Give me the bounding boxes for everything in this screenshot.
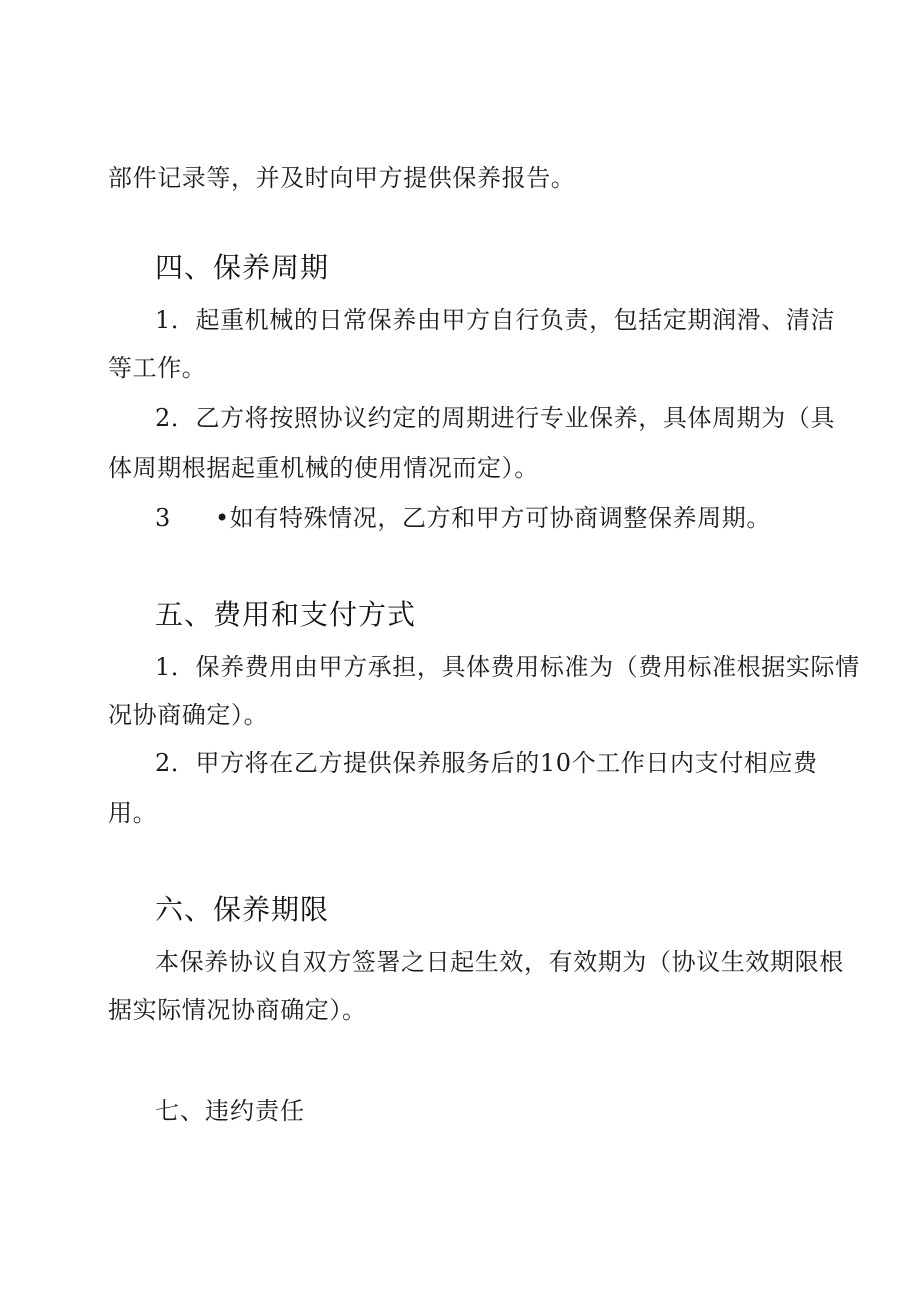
- sec4-item3-text: •如有特殊情况，乙方和甲方可协商调整保养周期。: [215, 504, 771, 532]
- section-6-heading: 六、保养期限: [155, 893, 330, 926]
- carryover-paragraph: 部件记录等，并及时向甲方提供保养报告。: [108, 164, 576, 192]
- sec4-item1-line2: 等工作。: [108, 354, 207, 382]
- sec5-item2-line1: 2．甲方将在乙方提供保养服务后的10个工作日内支付相应费: [155, 749, 818, 777]
- sec6-body-line1: 本保养协议自双方签署之日起生效，有效期为（协议生效期限根: [155, 948, 844, 976]
- section-5-heading: 五、费用和支付方式: [155, 598, 417, 631]
- sec4-item2-line1: 2．乙方将按照协议约定的周期进行专业保养，具体周期为（具: [155, 404, 836, 432]
- section-7-heading: 七、违约责任: [155, 1097, 305, 1125]
- sec4-item1-line1: 1．起重机械的日常保养由甲方自行负责，包括定期润滑、清洁: [155, 306, 836, 334]
- sec5-item2-line2: 用。: [108, 799, 158, 827]
- sec4-item3: [155, 503, 771, 533]
- sec6-body-line2: 据实际情况协商确定）。: [108, 996, 367, 1024]
- sec5-item1-line1: 1．保养费用由甲方承担，具体费用标准为（费用标准根据实际情: [155, 653, 860, 681]
- sec4-item2-line2: 体周期根据起重机械的使用情况而定）。: [108, 454, 539, 482]
- sec5-item1-line2: 况协商确定）。: [108, 701, 269, 729]
- sec4-item3-number: 3: [155, 504, 171, 532]
- section-4-heading: 四、保养周期: [155, 251, 330, 284]
